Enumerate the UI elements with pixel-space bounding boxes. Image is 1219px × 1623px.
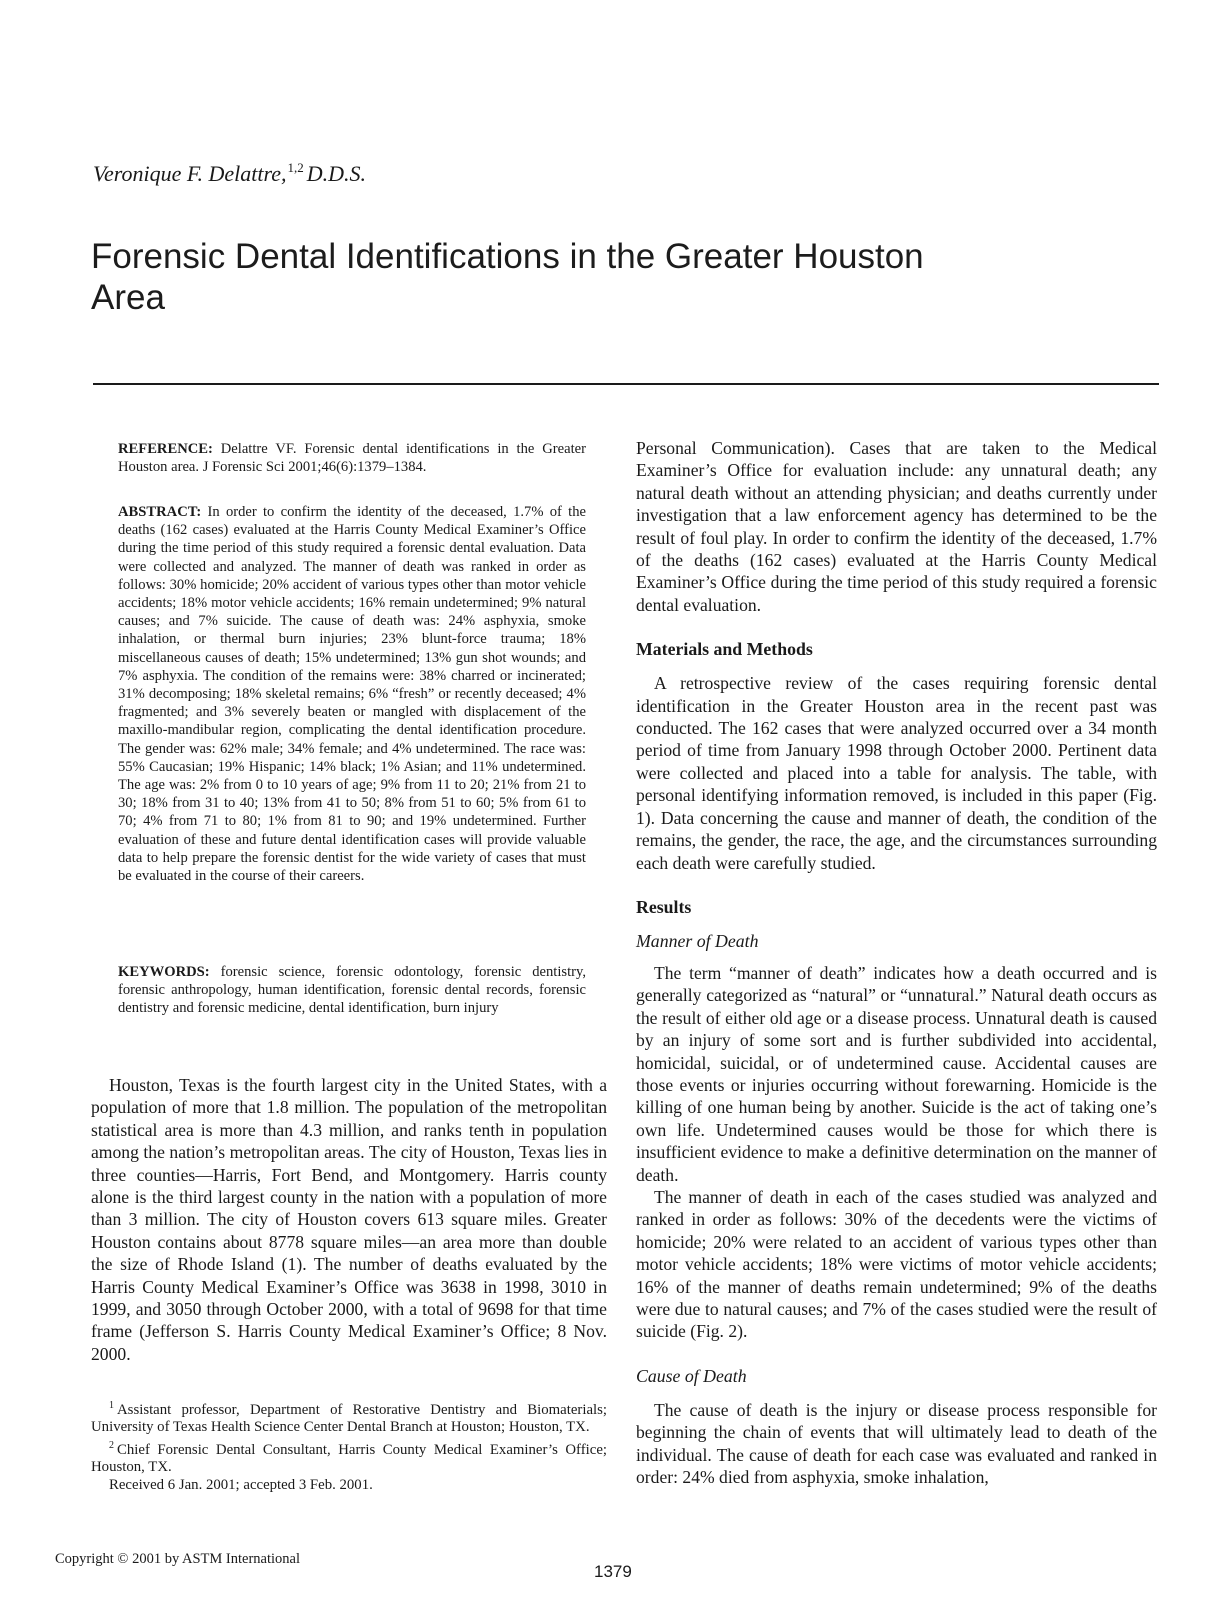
abstract — [118, 503, 586, 885]
reference-text: Delattre VF. Forensic dental identifications in the Greater Houston area. J Forensic Sci 2001;46(6):1379–1384. — [118, 441, 587, 476]
keywords-text: forensic science, forensic odontology, forensic dentistry, forensic anthropology, human identification, forensic dental records, forensic dentistry and forensic medicine, dental identification, burn injury — [118, 964, 586, 1017]
manner-paragraph-2: The manner of death in each of the cases studied was analyzed and ranked in order as follows: 30% of the decedents were the victims of homicide; 20% were related to an accident of various types other than motor vehicle accidents; 18% were victims of motor vehicle accidents; 16% of the manner of deaths remain undetermined; 9% of the deaths were due to natural causes; and 7% of the cases studied were the result of suicide (Fig. 2). — [636, 1186, 1157, 1342]
results-heading: Results — [636, 896, 692, 917]
manner-paragraph-1: The term “manner of death” indicates how a death occurred and is generally categorized as “natural” or “unnatural.” Natural death occurs as the result of either old age or a disease process. Unnatural death is caused by an injury of some sort and is further subdivided into accidental, homicidal, suicidal, or of undetermined cause. Accidental causes are those events or injuries occurring without forewarning. Homicide is the killing of one human being by another. Suicide is the act of taking one’s own life. Undetermined causes would be those for which there is insufficient evidence to make a definitive determination on the manner of death. — [636, 962, 1157, 1185]
footnote-1 — [91, 1397, 607, 1437]
footnote-1-mark: 1 — [109, 1400, 114, 1411]
manner-of-death-subheading: Manner of Death — [636, 930, 759, 951]
reference-citation — [118, 440, 586, 476]
cause-paragraph: The cause of death is the injury or disease process responsible for beginning the chain of events that will ultimately lead to death of the individual. The cause of death for each case was evaluated and ranked in order: 24% died from asphyxia, smoke inhalation, — [636, 1399, 1157, 1488]
materials-heading: Materials and Methods — [636, 639, 813, 660]
abstract-label: ABSTRACT: — [118, 504, 202, 520]
footnotes — [91, 1397, 607, 1494]
intro-paragraph: Houston, Texas is the fourth largest city in the United States, with a population of more that 1.8 million. The population of the metropolitan statistical area is more than 4.3 million, and ranks tenth in population among the nation’s metropolitan areas. The city of Houston, Texas lies in three counties—Harris, Fort Bend, and Montgomery. Harris county alone is the third largest county in the nation with a population of more than 3 million. The city of Houston covers 613 square miles. Greater Houston contains about 8778 square miles—an area more than double the size of Rhode Island (1). The number of deaths evaluated by the Harris County Medical Examiner’s Office was 3638 in 1998, 3010 in 1999, and 3050 through October 2000, with a total of 9698 for that time frame (Jefferson S. Harris County Medical Examiner’s Office; 8 Nov. 2000. — [91, 1075, 607, 1364]
reference-label: REFERENCE: — [118, 441, 213, 457]
footnote-2 — [91, 1437, 607, 1477]
footnote-2-text: Chief Forensic Dental Consultant, Harris County Medical Examiner’s Office; Houston, TX. — [91, 1441, 607, 1476]
keywords-label: KEYWORDS: — [118, 964, 210, 980]
title-divider — [93, 383, 1159, 385]
page-number: 1379 — [594, 1562, 632, 1581]
author-name: Veronique F. Delattre, — [93, 161, 287, 186]
right-column — [636, 437, 1157, 1488]
paper-title: Forensic Dental Identifications in the Greater Houston Area — [91, 237, 924, 317]
materials-paragraph: A retrospective review of the cases requiring forensic dental identification in the Greater Houston area in the recent past was conducted. The 162 cases that were analyzed occurred over a 34 month period of time from January 1998 through October 2000. Pertinent data were collected and placed into a table for analysis. The table, with personal identifying information removed, is included in this paper (Fig. 1). Data concerning the cause and manner of death, the condition of the remains, the gender, the race, the age, and the circumstances surrounding each death were carefully studied. — [636, 673, 1157, 873]
author-affiliation-marks: 1,2 — [287, 160, 304, 175]
intro-continued: Personal Communication). Cases that are taken to the Medical Examiner’s Office for evaluation include: any unnatural death; any natural death without an attending physician; and deaths currently under investigation that a law enforcement agency has determined to be the result of foul play. In order to confirm the identity of the deceased, 1.7% of the deaths (162 cases) evaluated at the Harris County Medical Examiner’s Office during the time period of this study required a forensic dental evaluation. — [636, 438, 1157, 615]
copyright-notice: Copyright © 2001 by ASTM International — [55, 1551, 301, 1567]
footnote-1-text: Assistant professor, Department of Restorative Dentistry and Biomaterials; University of Texas Health Science Center Dental Branch at Houston; Houston, TX. — [91, 1402, 607, 1436]
footnote-2-mark: 2 — [109, 1439, 114, 1451]
keywords — [118, 963, 586, 1018]
left-column — [91, 1074, 607, 1365]
received-dates: Received 6 Jan. 2001; accepted 3 Feb. 2001. — [109, 1476, 373, 1493]
cause-of-death-subheading: Cause of Death — [636, 1365, 747, 1386]
abstract-text: In order to confirm the identity of the deceased, 1.7% of the deaths (162 cases) evaluated at the Harris County Medical Examiner’s Office during the time period of this study required a forensic dental evaluation. Data were collected and analyzed. The manner of death was ranked in order as follows: 30% homicide; 20% accident of various types other than motor vehicle accidents; 18% motor vehicle accidents; 16% remain undetermined; 9% natural causes; and 7% suicide. The cause of death was: 24% asphyxia, smoke inhalation, or thermal burn injuries; 23% blunt-force trauma; 18% miscellaneous causes of death; 15% undetermined; 13% gun shot wounds; and 7% asphyxia. The condition of the remains were: 38% charred or incinerated; 31% decomposing; 18% skeletal remains; 6% “fresh” or recently deceased; 4% fragmented; and 3% severely beaten or mangled with displacement of the maxillo-mandibular region, complicating the dental identification procedure. The gender was: 62% male; 34% female; and 4% undetermined. The race was: 55% Caucasian; 19% Hispanic; 14% black; 1% Asian; and 11% undetermined. The age was: 2% from 0 to 10 years of age; 9% from 11 to 20; 21% from 21 to 30; 18% from 31 to 40; 13% from 41 to 50; 8% from 51 to 60; 5% from 61 to 70; 4% from 71 to 80; 1% from 81 to 90; and 19% undetermined. Further evaluation of these and future dental identification cases will provide valuable data to help prepare the forensic dentist for the wide variety of cases that must be evaluated in the course of their careers. — [118, 504, 586, 885]
author-line — [93, 160, 366, 187]
author-degree: D.D.S. — [306, 161, 367, 186]
